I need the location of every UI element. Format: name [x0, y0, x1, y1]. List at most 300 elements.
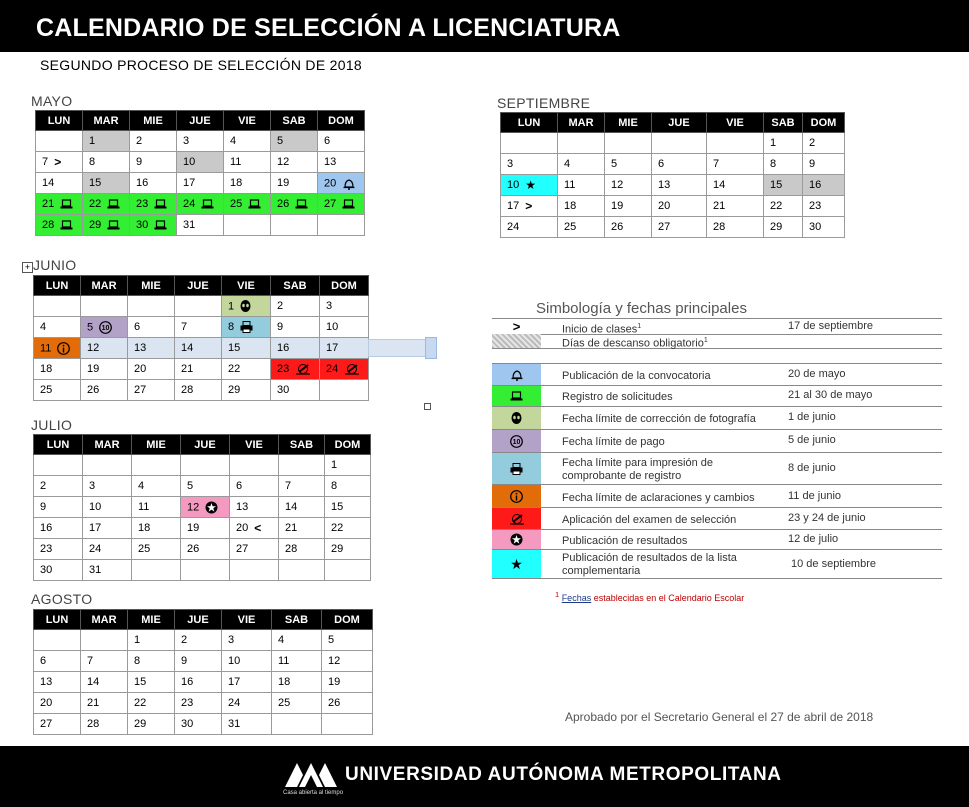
day-cell: 6: [128, 317, 175, 338]
day-cell: [707, 133, 764, 154]
day-cell: 3: [83, 476, 132, 497]
arrow-right-icon: >: [512, 319, 521, 334]
day-cell: [175, 296, 222, 317]
day-cell: 25: [558, 217, 605, 238]
laptop-icon: [342, 199, 355, 209]
day-cell: [83, 455, 132, 476]
legend-text: Aplicación del examen de selección: [562, 514, 737, 526]
day-cell: 4: [272, 630, 322, 651]
day-cell: 28: [175, 380, 222, 401]
day-cell: [325, 560, 371, 581]
day-cell: [558, 133, 605, 154]
day-cell: 22: [222, 359, 271, 380]
weekday-header-row: [36, 111, 365, 131]
day-cell: 29: [222, 380, 271, 401]
day-cell: 24: [501, 217, 558, 238]
approval-note: Aprobado por el Secretario General el 27 de abril de 2018: [565, 710, 874, 724]
day-cell: 18: [132, 518, 181, 539]
legend-item-examen: [492, 508, 942, 530]
day-cell: 15: [83, 173, 130, 194]
month-label-mayo: MAYO: [31, 93, 73, 109]
day-cell: 19: [81, 359, 128, 380]
weekday-sab: SAB: [271, 276, 320, 296]
week-row: [34, 560, 371, 581]
day-cell: 2: [130, 131, 177, 152]
day-cell: 26: [605, 217, 652, 238]
day-cell: 13: [652, 175, 707, 196]
calendar-agosto: [33, 609, 373, 735]
day-cell: 8: [222, 317, 271, 338]
week-row: [34, 497, 371, 518]
weekday-mar: MAR: [81, 610, 128, 630]
week-row: [36, 215, 365, 236]
day-cell: 22: [128, 693, 175, 714]
day-cell: 12: [81, 338, 128, 359]
legend-text: Fecha límite de pago: [562, 436, 665, 448]
day-cell: 18: [34, 359, 81, 380]
day-cell: [81, 630, 128, 651]
day-cell: 31: [177, 215, 224, 236]
day-cell: 12: [322, 651, 373, 672]
day-cell: 10: [320, 317, 369, 338]
weekday-dom: DOM: [325, 435, 371, 455]
highlight-bar-end: [425, 337, 437, 359]
day-cell: 14: [707, 175, 764, 196]
day-cell: 1: [222, 296, 271, 317]
day-cell: 23: [175, 693, 222, 714]
day-cell: 10: [222, 651, 272, 672]
day-cell: 12: [181, 497, 230, 518]
legend-item-comprobante: [492, 453, 942, 485]
day-cell: 20: [34, 693, 81, 714]
arrow-right-icon: >: [54, 155, 62, 170]
day-cell: 5 10: [81, 317, 128, 338]
resize-handle: [424, 403, 431, 410]
day-cell: [132, 455, 181, 476]
legend-date: 11 de junio: [788, 490, 842, 502]
day-cell: 15: [128, 672, 175, 693]
day-cell: [132, 560, 181, 581]
star-badge-icon: [492, 530, 541, 549]
day-cell: [271, 215, 318, 236]
laptop-icon: [201, 199, 214, 209]
weekday-mar: MAR: [558, 113, 605, 133]
weekday-jue: JUE: [175, 610, 222, 630]
week-row: [34, 359, 369, 380]
day-cell: 22: [325, 518, 371, 539]
week-row: [501, 154, 845, 175]
day-cell: 1: [764, 133, 803, 154]
star-badge-icon: [205, 501, 218, 514]
laptop-icon: [154, 199, 167, 209]
day-cell: 30: [34, 560, 83, 581]
day-cell: 6: [34, 651, 81, 672]
day-cell: 18: [272, 672, 322, 693]
weekday-mie: MIE: [128, 610, 175, 630]
legend-date: 8 de junio: [788, 462, 836, 474]
legend-item-lista-complementaria: [492, 550, 942, 579]
legend-item-pago: [492, 430, 942, 453]
weekday-vie: VIE: [222, 276, 271, 296]
day-cell: 25: [132, 539, 181, 560]
legend-text: Inicio de clases: [562, 323, 638, 336]
calendar-junio: [33, 275, 369, 401]
day-cell: 6: [230, 476, 279, 497]
legend-date: 1 de junio: [788, 411, 836, 423]
laptop-icon: [60, 220, 73, 230]
page-subtitle: SEGUNDO PROCESO DE SELECCIÓN DE 2018: [40, 57, 362, 73]
day-cell: 30: [803, 217, 845, 238]
legend-text: Publicación de resultados: [562, 535, 688, 547]
day-cell: 20: [652, 196, 707, 217]
legend-text: Publicación de la convocatoria: [562, 370, 711, 382]
weekday-sab: SAB: [279, 435, 325, 455]
day-cell: 26: [181, 539, 230, 560]
day-cell: 6: [652, 154, 707, 175]
highlight-bar: [368, 339, 430, 357]
day-cell: 8: [128, 651, 175, 672]
day-cell: 21: [707, 196, 764, 217]
week-row: [34, 518, 371, 539]
day-cell: 11: [224, 152, 271, 173]
day-cell: 13: [230, 497, 279, 518]
footnote-mark: 1: [555, 590, 560, 599]
weekday-vie: VIE: [230, 435, 279, 455]
weekday-header-row: [34, 435, 371, 455]
pencil-no-icon: [344, 363, 360, 375]
day-cell: 3: [222, 630, 272, 651]
day-cell: 21: [175, 359, 222, 380]
legend-date: 21 al 30 de mayo: [788, 389, 873, 401]
coin-icon: [99, 321, 112, 334]
weekday-lun: LUN: [34, 276, 81, 296]
day-cell: 9: [271, 317, 320, 338]
day-cell: 11: [272, 651, 322, 672]
day-cell: 5: [322, 630, 373, 651]
weekday-header-row: [34, 610, 373, 630]
week-row: [36, 173, 365, 194]
alien-icon: [492, 407, 541, 429]
day-cell: 1: [128, 630, 175, 651]
day-cell: 25: [272, 693, 322, 714]
legend-text: Registro de solicitudes: [562, 391, 673, 403]
day-cell: 19: [181, 518, 230, 539]
day-cell: 24: [222, 693, 272, 714]
day-cell: 8: [325, 476, 371, 497]
week-row: [501, 175, 845, 196]
day-cell: 20: [318, 173, 365, 194]
legend-item-fotografia: [492, 407, 942, 430]
weekday-jue: JUE: [175, 276, 222, 296]
week-row: [34, 714, 373, 735]
day-cell: 16: [175, 672, 222, 693]
day-cell: [224, 215, 271, 236]
legend-text: Publicación de resultados de la lista complementaria: [562, 552, 737, 577]
legend-date: 23 y 24 de junio: [788, 512, 866, 524]
month-label-septiembre: SEPTIEMBRE: [497, 95, 591, 111]
day-cell: [501, 133, 558, 154]
day-cell: 17: [222, 672, 272, 693]
printer-icon: [240, 321, 253, 333]
day-cell: 2: [175, 630, 222, 651]
day-cell: [181, 455, 230, 476]
weekday-mie: MIE: [605, 113, 652, 133]
day-cell: 1: [83, 131, 130, 152]
day-cell: 25: [34, 380, 81, 401]
university-motto: Casa abierta al tiempo: [283, 790, 344, 796]
day-cell: 23: [34, 539, 83, 560]
day-cell: 16: [271, 338, 320, 359]
day-cell: 13: [128, 338, 175, 359]
day-cell: [34, 455, 83, 476]
footnote-link[interactable]: Fechas: [561, 593, 592, 603]
week-row: [36, 131, 365, 152]
day-cell: 31: [222, 714, 272, 735]
day-cell: 20 <: [230, 518, 279, 539]
weekday-dom: DOM: [803, 113, 845, 133]
day-cell: 7: [81, 651, 128, 672]
month-label-agosto: AGOSTO: [31, 591, 93, 607]
footnote-mark: 1: [703, 337, 708, 344]
day-cell: 8: [83, 152, 130, 173]
weekday-lun: LUN: [34, 610, 81, 630]
day-cell: 14: [81, 672, 128, 693]
day-cell: 26: [81, 380, 128, 401]
day-cell: 2: [271, 296, 320, 317]
day-cell: [230, 455, 279, 476]
legend-item-descanso: [492, 334, 942, 349]
legend-item-inicio-clases: [492, 318, 942, 335]
day-cell: [652, 133, 707, 154]
day-cell: 5: [271, 131, 318, 152]
legend-spacer-row: [492, 349, 942, 364]
weekday-dom: DOM: [322, 610, 373, 630]
weekday-mar: MAR: [81, 276, 128, 296]
printer-icon: [492, 453, 541, 484]
weekday-mar: MAR: [83, 435, 132, 455]
day-cell: 22: [764, 196, 803, 217]
weekday-mie: MIE: [132, 435, 181, 455]
week-row: [36, 194, 365, 215]
week-row: [34, 539, 371, 560]
day-cell: [181, 560, 230, 581]
legend-item-resultados: [492, 530, 942, 550]
day-cell: 28: [81, 714, 128, 735]
day-cell: 28: [707, 217, 764, 238]
day-cell: 2: [34, 476, 83, 497]
day-cell: 1: [325, 455, 371, 476]
day-cell: [34, 296, 81, 317]
day-cell: [318, 215, 365, 236]
legend-date: 10 de septiembre: [791, 558, 876, 570]
day-cell: [36, 131, 83, 152]
day-cell: 14: [279, 497, 325, 518]
day-cell: 10: [177, 152, 224, 173]
day-cell: 17: [177, 173, 224, 194]
weekday-vie: VIE: [222, 610, 272, 630]
day-cell: 13: [318, 152, 365, 173]
week-row: [501, 217, 845, 238]
day-cell: 27: [652, 217, 707, 238]
day-cell: 27: [128, 380, 175, 401]
gray-swatch: [492, 334, 541, 348]
day-cell: 6: [318, 131, 365, 152]
weekday-header-row: [501, 113, 845, 133]
day-cell: 27: [230, 539, 279, 560]
day-cell: 15: [764, 175, 803, 196]
day-cell: [605, 133, 652, 154]
day-cell: 7: [175, 317, 222, 338]
star-icon: ★: [492, 550, 541, 578]
week-row: [34, 338, 369, 359]
day-cell: 10 ★: [501, 175, 558, 196]
day-cell: 25: [224, 194, 271, 215]
day-cell: 12: [271, 152, 318, 173]
day-cell: 26: [322, 693, 373, 714]
arrow-left-icon: <: [254, 521, 262, 536]
weekday-jue: JUE: [652, 113, 707, 133]
day-cell: 17: [83, 518, 132, 539]
calendar-julio: [33, 434, 371, 581]
day-cell: 7: [279, 476, 325, 497]
week-row: [34, 693, 373, 714]
day-cell: [81, 296, 128, 317]
week-row: [34, 455, 371, 476]
day-cell: 7 >: [36, 152, 83, 173]
day-cell: 11: [34, 338, 81, 359]
day-cell: 9: [803, 154, 845, 175]
week-row: [34, 317, 369, 338]
day-cell: 3: [320, 296, 369, 317]
day-cell: [128, 296, 175, 317]
day-cell: 24: [83, 539, 132, 560]
day-cell: 29: [83, 215, 130, 236]
legend-item-aclaraciones: [492, 485, 942, 508]
day-cell: 30: [271, 380, 320, 401]
day-cell: 30: [130, 215, 177, 236]
legend-text: Fecha límite de aclaraciones y cambios: [562, 492, 755, 504]
day-cell: 28: [36, 215, 83, 236]
day-cell: 31: [83, 560, 132, 581]
laptop-icon: [107, 199, 120, 209]
calendar-mayo: [35, 110, 365, 236]
day-cell: 19: [271, 173, 318, 194]
day-cell: 24: [320, 359, 369, 380]
legend-date: 17 de septiembre: [788, 320, 873, 332]
legend-date: 12 de julio: [788, 533, 839, 545]
legend-title: Simbología y fechas principales: [536, 300, 747, 317]
laptop-icon: [60, 199, 73, 209]
day-cell: 2: [803, 133, 845, 154]
day-cell: 14: [175, 338, 222, 359]
day-cell: 4: [224, 131, 271, 152]
footer-bar: [0, 746, 969, 807]
weekday-vie: VIE: [707, 113, 764, 133]
day-cell: 9: [34, 497, 83, 518]
day-cell: 27: [34, 714, 81, 735]
coin-icon: [492, 430, 541, 452]
day-cell: [279, 560, 325, 581]
legend-text: Fecha límite de corrección de fotografía: [562, 413, 756, 425]
day-cell: 7: [707, 154, 764, 175]
day-cell: 24: [177, 194, 224, 215]
month-label-julio: JULIO: [31, 417, 73, 433]
day-cell: 16: [34, 518, 83, 539]
weekday-lun: LUN: [34, 435, 83, 455]
laptop-icon: [154, 220, 167, 230]
legend-text: Fecha límite para impresión de comprobante de registro: [562, 457, 714, 482]
day-cell: 8: [764, 154, 803, 175]
week-row: [34, 672, 373, 693]
legend-item-registro: [492, 386, 942, 407]
footnote: [555, 590, 744, 603]
laptop-icon: [107, 220, 120, 230]
day-cell: [272, 714, 322, 735]
day-cell: 5: [605, 154, 652, 175]
weekday-mie: MIE: [130, 111, 177, 131]
info-icon: [492, 485, 541, 507]
day-cell: 26: [271, 194, 318, 215]
svg-text:10: 10: [512, 438, 521, 446]
day-cell: 4: [132, 476, 181, 497]
bell-icon: [342, 177, 356, 190]
day-cell: [279, 455, 325, 476]
day-cell: 16: [803, 175, 845, 196]
day-cell: 23: [271, 359, 320, 380]
day-cell: 5: [181, 476, 230, 497]
week-row: [34, 630, 373, 651]
day-cell: 29: [128, 714, 175, 735]
footnote-text: establecidas en el Calendario Escolar: [591, 593, 745, 603]
weekday-lun: LUN: [501, 113, 558, 133]
day-cell: 23: [803, 196, 845, 217]
day-cell: 29: [764, 217, 803, 238]
footnote-mark: 1: [637, 323, 642, 330]
day-cell: 19: [322, 672, 373, 693]
day-cell: 9: [175, 651, 222, 672]
day-cell: 12: [605, 175, 652, 196]
month-label-junio: JUNIO: [33, 257, 77, 273]
week-row: [34, 380, 369, 401]
day-cell: 13: [34, 672, 81, 693]
legend-item-convocatoria: [492, 364, 942, 386]
day-cell: 21: [36, 194, 83, 215]
weekday-sab: SAB: [271, 111, 318, 131]
laptop-icon: [492, 386, 541, 406]
day-cell: 17 >: [501, 196, 558, 217]
week-row: [34, 296, 369, 317]
legend-text: Días de descanso obligatorio: [562, 337, 704, 350]
day-cell: 18: [558, 196, 605, 217]
alien-icon: [240, 300, 251, 313]
legend-date: 20 de mayo: [788, 368, 846, 380]
day-cell: 22: [83, 194, 130, 215]
page-title: CALENDARIO DE SELECCIÓN A LICENCIATURA: [36, 14, 621, 42]
weekday-sab: SAB: [272, 610, 322, 630]
uam-logo-icon: [283, 759, 339, 794]
weekday-lun: LUN: [36, 111, 83, 131]
day-cell: 3: [177, 131, 224, 152]
laptop-icon: [248, 199, 261, 209]
day-cell: 23: [130, 194, 177, 215]
weekday-dom: DOM: [320, 276, 369, 296]
week-row: [34, 651, 373, 672]
week-row: [501, 196, 845, 217]
svg-text:10: 10: [101, 324, 110, 332]
weekday-mie: MIE: [128, 276, 175, 296]
day-cell: 27: [318, 194, 365, 215]
bell-icon: [492, 364, 541, 385]
